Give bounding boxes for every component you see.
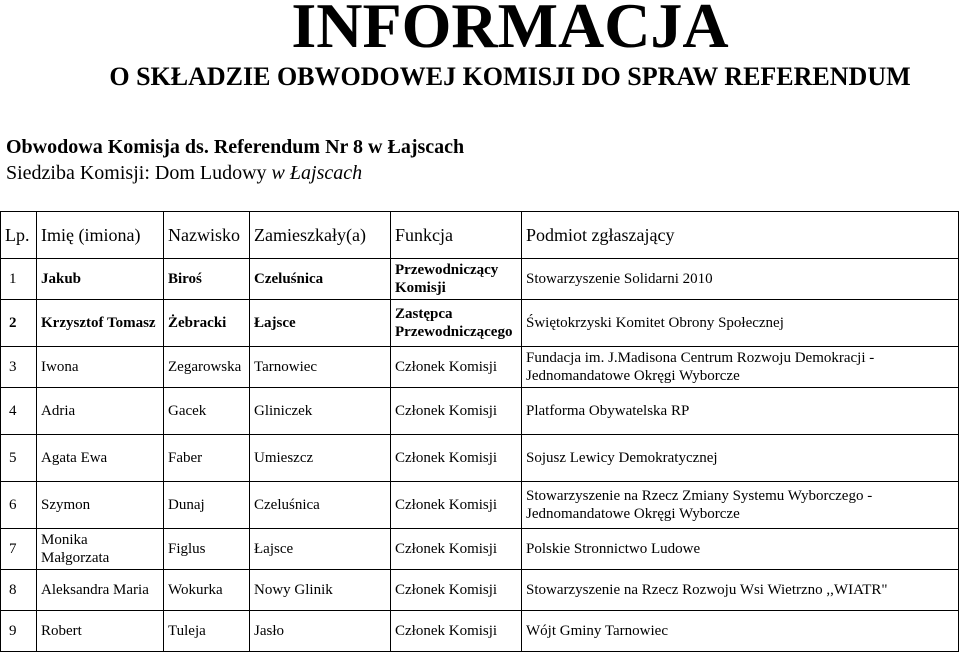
- header-first-name: Imię (imiona): [37, 212, 164, 259]
- cell-lp: 1: [1, 259, 37, 300]
- cell-nominating-entity: Fundacja im. J.Madisona Centrum Rozwoju Demokracji - Jednomandatowe Okręgi Wyborcze: [522, 347, 959, 388]
- cell-function: Członek Komisji: [391, 347, 522, 388]
- cell-last-name: Zegarowska: [164, 347, 250, 388]
- cell-first-name: Iwona: [37, 347, 164, 388]
- cell-last-name: Dunaj: [164, 482, 250, 529]
- cell-lp: 8: [1, 570, 37, 611]
- cell-residence: Umieszcz: [250, 435, 391, 482]
- cell-residence: Nowy Glinik: [250, 570, 391, 611]
- cell-residence: Czeluśnica: [250, 259, 391, 300]
- table-row: [1, 529, 959, 570]
- cell-nominating-entity: Świętokrzyski Komitet Obrony Społecznej: [522, 300, 959, 347]
- members-table: [0, 211, 959, 652]
- cell-last-name: Biroś: [164, 259, 250, 300]
- header-nominating-entity: Podmiot zgłaszający: [522, 212, 959, 259]
- cell-nominating-entity: Wójt Gminy Tarnowiec: [522, 611, 959, 652]
- cell-function: Zastępca Przewodniczącego: [391, 300, 522, 347]
- cell-residence: Łajsce: [250, 300, 391, 347]
- document-title: INFORMACJA: [291, 0, 729, 61]
- cell-first-name: Adria: [37, 388, 164, 435]
- table-row: [1, 347, 959, 388]
- table-row: [1, 300, 959, 347]
- cell-residence: Tarnowiec: [250, 347, 391, 388]
- cell-first-name: Jakub: [37, 259, 164, 300]
- cell-lp: 2: [1, 300, 37, 347]
- header-function: Funkcja: [391, 212, 522, 259]
- cell-first-name: Monika Małgorzata: [37, 529, 164, 570]
- table-row: [1, 570, 959, 611]
- commission-seat: [6, 160, 362, 186]
- cell-nominating-entity: Stowarzyszenie Solidarni 2010: [522, 259, 959, 300]
- table-row: [1, 388, 959, 435]
- cell-lp: 4: [1, 388, 37, 435]
- cell-residence: Gliniczek: [250, 388, 391, 435]
- commission-seat-place: w Łajscach: [271, 162, 363, 184]
- cell-first-name: Krzysztof Tomasz: [37, 300, 164, 347]
- cell-residence: Jasło: [250, 611, 391, 652]
- table-row: [1, 435, 959, 482]
- cell-last-name: Żebracki: [164, 300, 250, 347]
- cell-function: Członek Komisji: [391, 529, 522, 570]
- table-row: [1, 482, 959, 529]
- cell-last-name: Figlus: [164, 529, 250, 570]
- header-last-name: Nazwisko: [164, 212, 250, 259]
- table-row: [1, 611, 959, 652]
- table-header-row: [1, 212, 959, 259]
- cell-lp: 3: [1, 347, 37, 388]
- cell-function: Członek Komisji: [391, 435, 522, 482]
- header-residence: Zamieszkały(a): [250, 212, 391, 259]
- cell-residence: Czeluśnica: [250, 482, 391, 529]
- cell-last-name: Wokurka: [164, 570, 250, 611]
- cell-nominating-entity: Stowarzyszenie na Rzecz Rozwoju Wsi Wietrzno ,,WIATR": [522, 570, 959, 611]
- cell-lp: 6: [1, 482, 37, 529]
- cell-last-name: Gacek: [164, 388, 250, 435]
- cell-first-name: Agata Ewa: [37, 435, 164, 482]
- cell-nominating-entity: Polskie Stronnictwo Ludowe: [522, 529, 959, 570]
- commission-seat-label: Siedziba Komisji: Dom Ludowy: [6, 162, 267, 184]
- cell-lp: 7: [1, 529, 37, 570]
- document-subtitle: O SKŁADZIE OBWODOWEJ KOMISJI DO SPRAW REFERENDUM: [109, 62, 911, 91]
- cell-last-name: Tuleja: [164, 611, 250, 652]
- cell-function: Członek Komisji: [391, 482, 522, 529]
- cell-function: Przewodniczący Komisji: [391, 259, 522, 300]
- cell-function: Członek Komisji: [391, 570, 522, 611]
- cell-function: Członek Komisji: [391, 611, 522, 652]
- commission-name: Obwodowa Komisja ds. Referendum Nr 8 w Łajscach: [6, 136, 465, 158]
- cell-first-name: Aleksandra Maria: [37, 570, 164, 611]
- cell-nominating-entity: Stowarzyszenie na Rzecz Zmiany Systemu Wyborczego - Jednomandatowe Okręgi Wyborcze: [522, 482, 959, 529]
- cell-nominating-entity: Platforma Obywatelska RP: [522, 388, 959, 435]
- cell-residence: Łajsce: [250, 529, 391, 570]
- table-row: [1, 259, 959, 300]
- cell-lp: 5: [1, 435, 37, 482]
- cell-nominating-entity: Sojusz Lewicy Demokratycznej: [522, 435, 959, 482]
- cell-last-name: Faber: [164, 435, 250, 482]
- header-lp: Lp.: [1, 212, 37, 259]
- cell-function: Członek Komisji: [391, 388, 522, 435]
- cell-lp: 9: [1, 611, 37, 652]
- cell-first-name: Robert: [37, 611, 164, 652]
- cell-first-name: Szymon: [37, 482, 164, 529]
